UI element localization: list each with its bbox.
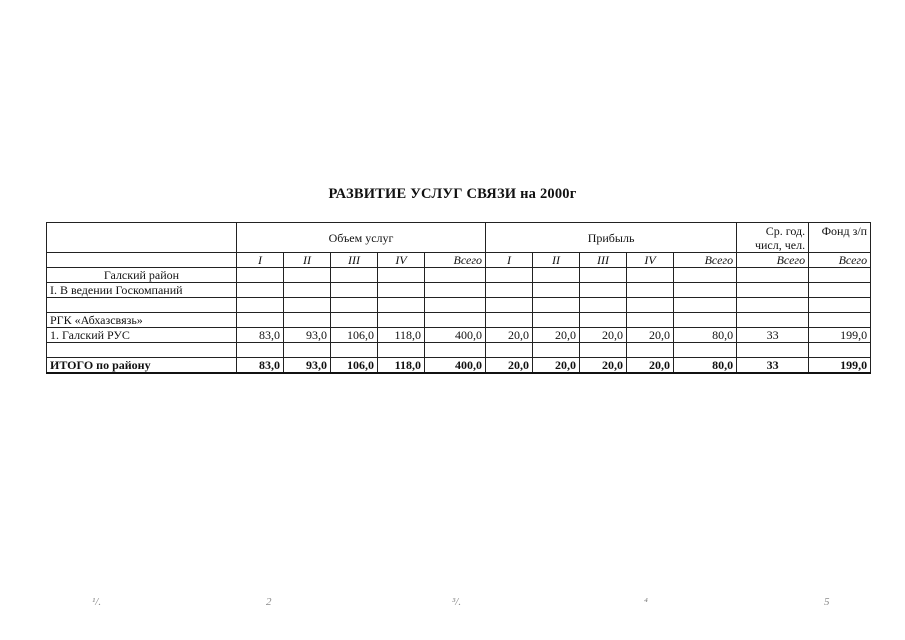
- rus-profit-q4: 20,0: [627, 328, 674, 343]
- sub-volume-total: Всего: [425, 253, 486, 268]
- scan-mark-4: ⁴: [644, 596, 648, 608]
- row-blank-2: [47, 343, 871, 358]
- total-label: ИТОГО по району: [47, 358, 237, 374]
- scan-mark-5: 5: [824, 596, 830, 608]
- total-volume-q4: 118,0: [378, 358, 425, 374]
- header-volume-group: Объем услуг: [237, 223, 486, 253]
- row-total: [47, 358, 871, 374]
- sub-volume-q1: I: [237, 253, 284, 268]
- total-profit-q1: 20,0: [486, 358, 533, 374]
- total-profit-total: 80,0: [674, 358, 737, 374]
- sub-volume-q4: IV: [378, 253, 425, 268]
- rus-staff: 33: [737, 328, 809, 343]
- rus-fund: 199,0: [809, 328, 871, 343]
- total-volume-q1: 83,0: [237, 358, 284, 374]
- scan-mark-1: ¹/.: [92, 596, 102, 608]
- header-staff: Ср. год. числ, чел.: [737, 223, 809, 253]
- rus-volume-q2: 93,0: [284, 328, 331, 343]
- row-company: [47, 313, 871, 328]
- rus-volume-q3: 106,0: [331, 328, 378, 343]
- total-volume-total: 400,0: [425, 358, 486, 374]
- rus-profit-q2: 20,0: [533, 328, 580, 343]
- sub-profit-q2: II: [533, 253, 580, 268]
- header-fund: Фонд з/п: [809, 223, 871, 253]
- total-fund: 199,0: [809, 358, 871, 374]
- scan-mark-2: 2: [266, 596, 272, 608]
- sub-profit-q3: III: [580, 253, 627, 268]
- header-row-groups: [47, 223, 871, 253]
- row-rus: [47, 328, 871, 343]
- rus-profit-total: 80,0: [674, 328, 737, 343]
- services-table: [46, 222, 871, 374]
- sub-fund-total: Всего: [809, 253, 871, 268]
- sub-empty-cell: [47, 253, 237, 268]
- state-companies-label: I. В ведении Госкомпаний: [47, 283, 237, 298]
- total-profit-q2: 20,0: [533, 358, 580, 374]
- sub-volume-q3: III: [331, 253, 378, 268]
- rus-volume-total: 400,0: [425, 328, 486, 343]
- sub-profit-q1: I: [486, 253, 533, 268]
- row-district: [47, 268, 871, 283]
- total-profit-q3: 20,0: [580, 358, 627, 374]
- rus-volume-q4: 118,0: [378, 328, 425, 343]
- header-profit-group: Прибыль: [486, 223, 737, 253]
- rus-label: 1. Галский РУС: [47, 328, 237, 343]
- rus-profit-q3: 20,0: [580, 328, 627, 343]
- header-empty-cell: [47, 223, 237, 253]
- scan-mark-3: ³/.: [452, 596, 462, 608]
- total-profit-q4: 20,0: [627, 358, 674, 374]
- sub-staff-total: Всего: [737, 253, 809, 268]
- total-staff: 33: [737, 358, 809, 374]
- document-title: РАЗВИТИЕ УСЛУГ СВЯЗИ на 2000г: [328, 186, 577, 202]
- rus-volume-q1: 83,0: [237, 328, 284, 343]
- row-blank-1: [47, 298, 871, 313]
- district-label: Галский район: [47, 268, 237, 283]
- sub-volume-q2: II: [284, 253, 331, 268]
- row-state-companies: [47, 283, 871, 298]
- sub-profit-q4: IV: [627, 253, 674, 268]
- header-row-sub: [47, 253, 871, 268]
- total-volume-q2: 93,0: [284, 358, 331, 374]
- sub-profit-total: Всего: [674, 253, 737, 268]
- total-volume-q3: 106,0: [331, 358, 378, 374]
- company-label: РГК «Абхазсвязь»: [47, 313, 237, 328]
- rus-profit-q1: 20,0: [486, 328, 533, 343]
